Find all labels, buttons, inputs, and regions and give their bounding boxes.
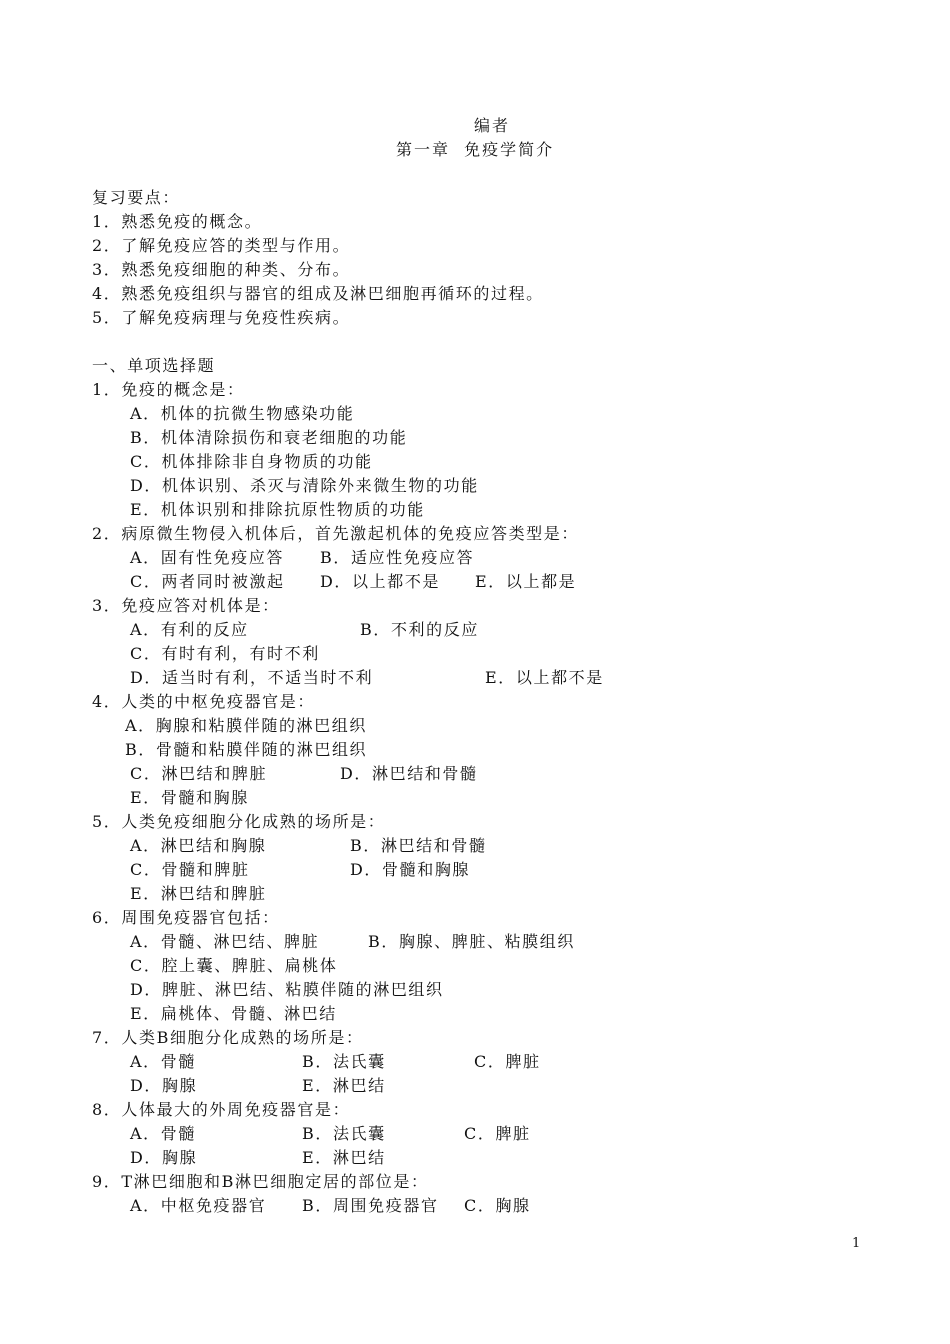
question-option: C．脾脏 [464,1124,531,1143]
question-option: E．淋巴结 [302,1148,386,1167]
editor-label: 编者 [474,116,511,135]
question-option: D．机体识别、杀灭与清除外来微生物的功能 [130,476,479,495]
question-option: A．骨髓 [130,1124,196,1143]
question-option: A．骨髓、淋巴结、脾脏 [130,932,320,951]
question-option: E．机体识别和排除抗原性物质的功能 [130,500,425,519]
question-option: C．有时有利，有时不利 [130,644,320,663]
section-heading: 一、单项选择题 [92,356,216,375]
question-option: B．机体清除损伤和衰老细胞的功能 [130,428,408,447]
question-option: D．胸腺 [130,1148,198,1167]
question-option: B．不利的反应 [360,620,479,639]
question-option: D．适当时有利，不适当时不利 [130,668,374,687]
question-stem: 5．人类免疫细胞分化成熟的场所是： [92,812,386,831]
review-point: 2．了解免疫应答的类型与作用。 [92,236,351,255]
question-option: A．淋巴结和胸腺 [130,836,267,855]
question-option: C．胸腺 [464,1196,531,1215]
question-stem: 3．免疫应答对机体是： [92,596,280,615]
question-option: E．以上都是 [475,572,577,591]
question-option: B．周围免疫器官 [302,1196,439,1215]
review-point: 3．熟悉免疫细胞的种类、分布。 [92,260,351,279]
question-option: B．骨髓和粘膜伴随的淋巴组织 [125,740,368,759]
question-option: C．腔上囊、脾脏、扁桃体 [130,956,338,975]
question-stem: 9．T淋巴细胞和B淋巴细胞定居的部位是： [92,1172,429,1191]
question-option: D．脾脏、淋巴结、粘膜伴随的淋巴组织 [130,980,444,999]
review-heading: 复习要点： [92,188,181,207]
review-point: 1．熟悉免疫的概念。 [92,212,263,231]
question-option: C．脾脏 [474,1052,541,1071]
question-stem: 4．人类的中枢免疫器官是： [92,692,315,711]
question-stem: 1．免疫的概念是： [92,380,245,399]
question-option: A．中枢免疫器官 [130,1196,267,1215]
question-option: E．扁桃体、骨髓、淋巴结 [130,1004,337,1023]
question-option: C．机体排除非自身物质的功能 [130,452,373,471]
question-option: E．淋巴结和脾脏 [130,884,267,903]
question-option: C．骨髓和脾脏 [130,860,250,879]
question-option: D．胸腺 [130,1076,198,1095]
question-stem: 7．人类B细胞分化成熟的场所是： [92,1028,364,1047]
question-option: E．骨髓和胸腺 [130,788,249,807]
question-option: C．两者同时被激起 [130,572,285,591]
question-option: A．机体的抗微生物感染功能 [130,404,355,423]
question-option: C．淋巴结和脾脏 [130,764,268,783]
question-option: B．胸腺、脾脏、粘膜组织 [368,932,575,951]
question-stem: 8．人体最大的外周免疫器官是： [92,1100,351,1119]
page-number: 1 [852,1236,861,1251]
question-option: D．骨髓和胸腺 [350,860,471,879]
question-option: A．胸腺和粘膜伴随的淋巴组织 [125,716,367,735]
question-option: A．骨髓 [130,1052,196,1071]
question-option: D．淋巴结和骨髓 [340,764,478,783]
question-stem: 2．病原微生物侵入机体后，首先激起机体的免疫应答类型是： [92,524,579,543]
question-option: B．法氏囊 [302,1052,386,1071]
chapter-title: 第一章 免疫学简介 [396,140,555,159]
question-option: A．有利的反应 [130,620,249,639]
question-option: B．适应性免疫应答 [320,548,475,567]
review-point: 4．熟悉免疫组织与器官的组成及淋巴细胞再循环的过程。 [92,284,544,303]
question-option: B．淋巴结和骨髓 [350,836,487,855]
review-point: 5．了解免疫病理与免疫性疾病。 [92,308,351,327]
question-option: B．法氏囊 [302,1124,386,1143]
question-option: A．固有性免疫应答 [130,548,284,567]
question-stem: 6．周围免疫器官包括： [92,908,280,927]
question-option: E．以上都不是 [485,668,604,687]
question-option: E．淋巴结 [302,1076,386,1095]
question-option: D．以上都不是 [320,572,441,591]
